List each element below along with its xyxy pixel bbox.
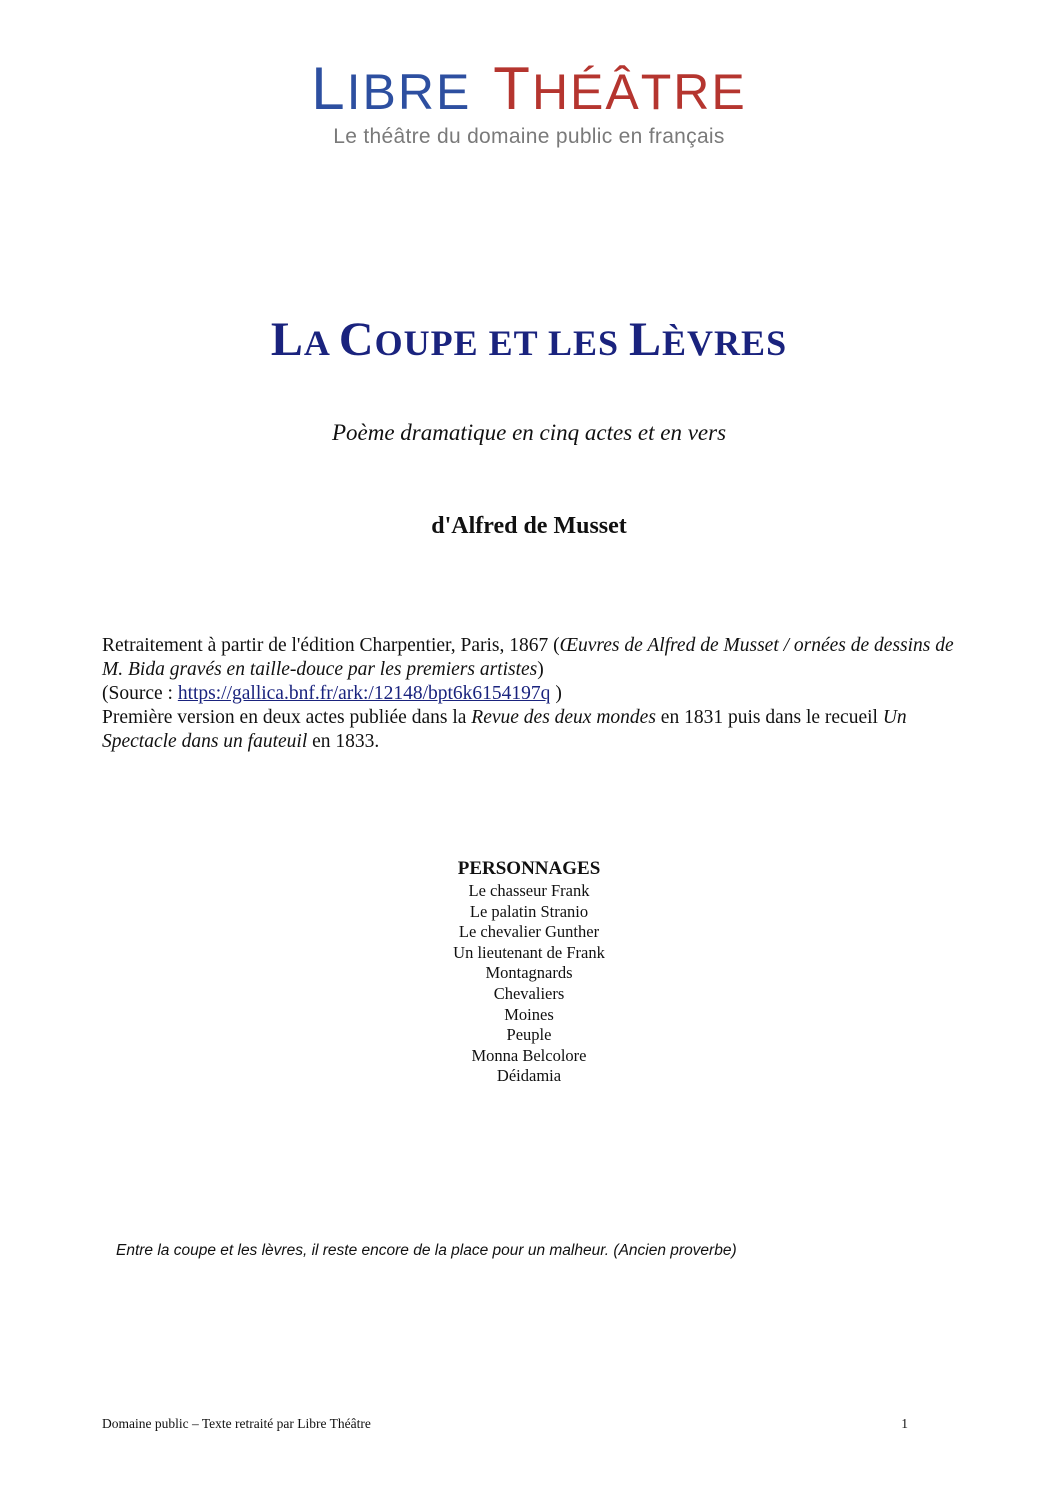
title-initial: L xyxy=(629,313,663,366)
edition-note-source xyxy=(102,634,962,682)
note-text: ) xyxy=(550,683,562,704)
character-item: Chevaliers xyxy=(493,983,565,1003)
character-item: Monna Belcolore xyxy=(471,1045,587,1065)
title-word: LES xyxy=(547,323,620,363)
character-item: Le chasseur Frank xyxy=(468,881,590,900)
epigraph-proverb: Entre la coupe et les lèvres, il reste encore de la place pour un malheur. (Ancien proverbe) xyxy=(116,1242,737,1259)
edition-notes xyxy=(102,634,962,754)
play-title xyxy=(0,312,1058,367)
page-footer xyxy=(102,1416,908,1432)
characters-heading: PERSONNAGES xyxy=(457,858,601,879)
edition-note-link xyxy=(102,682,962,706)
logo-wordmark xyxy=(0,55,1058,123)
logo-libre-rest: IBRE xyxy=(346,64,472,120)
play-author: d'Alfred de Musset xyxy=(431,513,627,539)
character-item: Moines xyxy=(504,1004,554,1024)
title-initial: L xyxy=(270,313,304,366)
note-text: Retraitement à partir de l'édition Charpentier, Paris, 1867 ( xyxy=(102,635,560,656)
character-item: Déidamia xyxy=(496,1066,562,1086)
characters-list xyxy=(0,881,1058,1087)
note-italic: Œuvres de Alfred de Musset / ornées de dessins de M. Bida gravés en taille-douce par les premiers artistes xyxy=(102,635,954,680)
title-word: ÈVRES xyxy=(662,323,788,363)
title-word: A xyxy=(303,323,329,363)
characters-section xyxy=(0,858,1058,1087)
character-item: Le palatin Stranio xyxy=(469,901,589,921)
libre-theatre-logo xyxy=(0,55,1058,149)
logo-theatre-rest: HÉÂTRE xyxy=(531,64,747,120)
play-subtitle: Poème dramatique en cinq actes et en vers xyxy=(331,420,727,445)
title-initial: C xyxy=(338,313,375,366)
title-word: OUPE xyxy=(374,323,479,363)
character-item: Un lieutenant de Frank xyxy=(453,942,605,962)
logo-libre-initial: L xyxy=(311,55,347,122)
character-item: Montagnards xyxy=(485,963,573,983)
logo-word-libre xyxy=(311,55,472,122)
footer-credit: Domaine public – Texte retraité par Libre Théâtre xyxy=(102,1416,371,1431)
character-item: Le chevalier Gunther xyxy=(458,922,600,942)
logo-theatre-initial: T xyxy=(493,55,532,122)
note-italic: Revue des deux mondes xyxy=(471,707,656,728)
page-number: 1 xyxy=(901,1416,908,1431)
note-text: Première version en deux actes publiée dans la xyxy=(102,707,472,728)
note-italic: Un Spectacle dans un fauteuil xyxy=(102,707,907,752)
note-text: ) xyxy=(537,659,544,680)
note-text: en 1833. xyxy=(307,731,380,752)
edition-note-history xyxy=(102,706,962,754)
logo-word-theatre xyxy=(493,55,747,122)
title-word: ET xyxy=(488,323,538,363)
note-text: en 1831 puis dans le recueil xyxy=(655,707,883,728)
logo-tagline: Le théâtre du domaine public en français xyxy=(333,125,725,148)
note-text: (Source : xyxy=(102,683,178,704)
gallica-source-link[interactable]: https://gallica.bnf.fr/ark:/12148/bpt6k6154197q xyxy=(177,683,551,704)
character-item: Peuple xyxy=(506,1025,552,1045)
